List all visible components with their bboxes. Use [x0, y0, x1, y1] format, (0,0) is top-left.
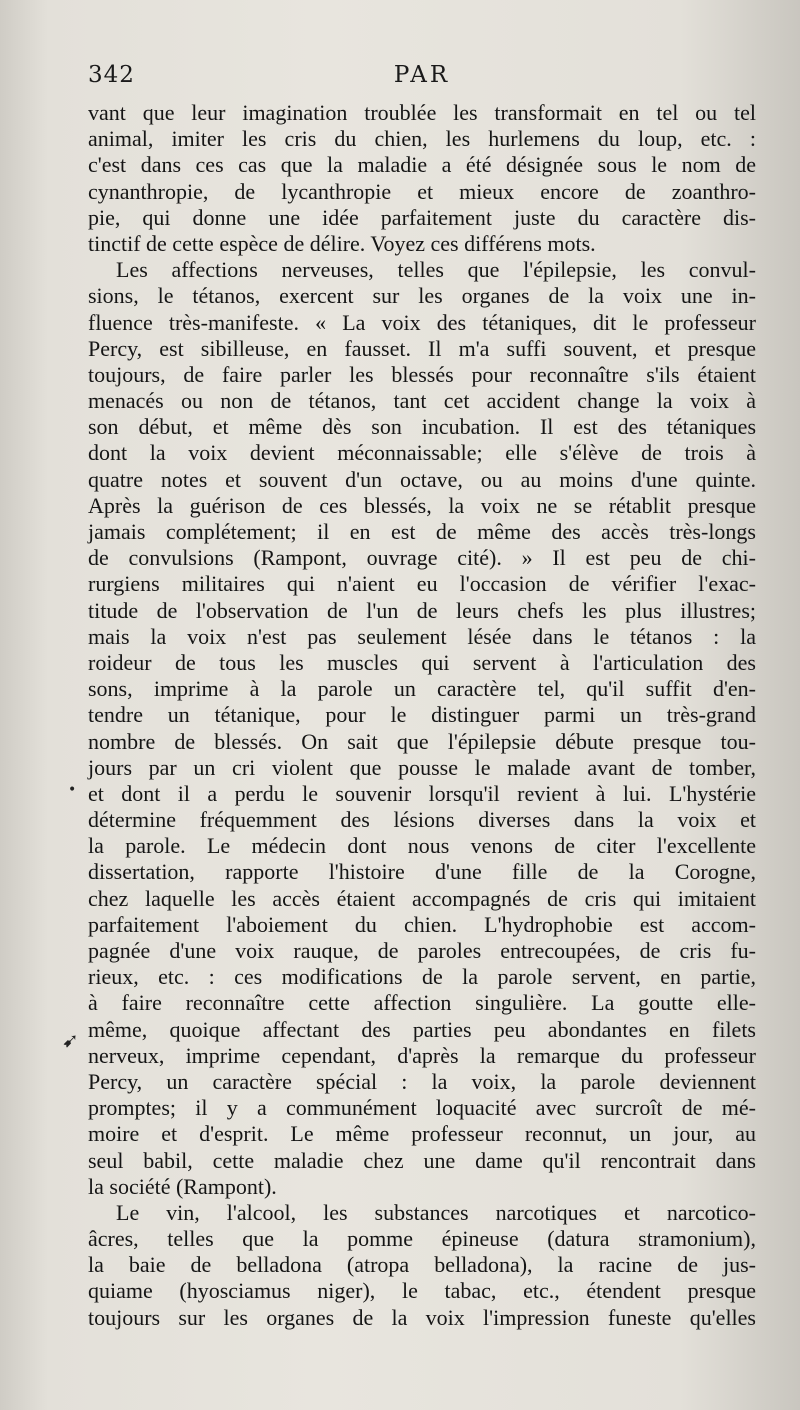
- page-header: [88, 62, 756, 94]
- text-line: de convulsions (Rampont, ouvrage cité). » Il est peu de chi-: [88, 545, 756, 571]
- text-line: rieux, etc. : ces modifications de la parole servent, en partie,: [88, 964, 756, 990]
- text-line: quatre notes et souvent d'un octave, ou au moins d'une quinte.: [88, 466, 756, 492]
- text-line: tinctif de cette espèce de délire. Voyez ces différens mots.: [88, 230, 596, 256]
- text-line: sons, imprime à la parole un caractère tel, qu'il suffit d'en-: [88, 676, 756, 702]
- running-head: PAR: [393, 62, 451, 88]
- text-line: dissertation, rapporte l'histoire d'une fille de la Corogne,: [88, 859, 756, 885]
- text-line: toujours sur les organes de la voix l'impression funeste qu'elles: [88, 1304, 756, 1330]
- text-line: roideur de tous les muscles qui servent à l'articulation des: [88, 649, 756, 675]
- text-line: mais la voix n'est pas seulement lésée dans le tétanos : la: [88, 623, 756, 649]
- text-line: détermine fréquemment des lésions diverses dans la voix et: [88, 807, 756, 833]
- text-line: la baie de belladona (atropa belladona), la racine de jus-: [88, 1252, 756, 1278]
- text-line: pie, qui donne une idée parfaitement juste du caractère dis-: [88, 204, 756, 230]
- text-line: même, quoique affectant des parties peu abondantes en filets: [88, 1016, 756, 1042]
- text-line: quiame (hyosciamus niger), le tabac, etc., étendent presque: [88, 1278, 756, 1304]
- text-line: Les affections nerveuses, telles que l'épilepsie, les convul-: [116, 257, 756, 283]
- text-line: la parole. Le médecin dont nous venons de citer l'excellente: [88, 833, 756, 859]
- text-line: titude de l'observation de l'un de leurs chefs les plus illustres;: [88, 597, 756, 623]
- text-line: Après la guérison de ces blessés, la voix ne se rétablit presque: [88, 492, 756, 518]
- text-line: Percy, un caractère spécial : la voix, la parole deviennent: [88, 1068, 756, 1094]
- text-line: pagnée d'une voix rauque, de paroles entrecoupées, de cris fu-: [88, 938, 756, 963]
- text-line: son début, et même dès son incubation. Il est des tétaniques: [88, 414, 756, 440]
- text-line: sions, le tétanos, exercent sur les organes de la voix une in-: [88, 283, 756, 309]
- margin-dot-icon: •: [68, 782, 77, 798]
- text-line: nerveux, imprime cependant, d'après la remarque du professeur: [88, 1042, 756, 1068]
- text-line: et dont il a perdu le souvenir lorsqu'il revient à lui. L'hystérie: [88, 780, 756, 806]
- text-line: c'est dans ces cas que la maladie a été désignée sous le nom de: [88, 152, 756, 178]
- text-line: toujours, de faire parler les blessés pour reconnaître s'ils étaient: [88, 361, 756, 387]
- text-line: fluence très-manifeste. « La voix des tétaniques, dit le professeur: [88, 309, 756, 335]
- text-line: promptes; il y a communément loquacité avec surcroît de mé-: [88, 1095, 756, 1121]
- margin-arrow-icon: ➹: [62, 1028, 79, 1052]
- text-line: cynanthropie, de lycanthropie et mieux encore de zoanthro-: [88, 178, 756, 204]
- text-line: jamais complétement; il en est de même des accès très-longs: [88, 519, 756, 544]
- text-line: moire et d'esprit. Le même professeur reconnut, un jour, au: [88, 1121, 756, 1147]
- text-line: âcres, telles que la pomme épineuse (datura stramonium),: [88, 1226, 756, 1252]
- text-line: nombre de blessés. On sait que l'épilepsie débute presque tou-: [88, 728, 756, 754]
- text-line: tendre un tétanique, pour le distinguer parmi un très-grand: [88, 702, 756, 728]
- page-number: 342: [88, 62, 135, 88]
- text-line: jours par un cri violent que pousse le malade avant de tomber,: [88, 754, 756, 780]
- text-line: seul babil, cette maladie chez une dame qu'il rencontrait dans: [88, 1147, 756, 1173]
- text-line: rurgiens militaires qui n'aient eu l'occasion de vérifier l'exac-: [88, 571, 756, 597]
- text-line: chez laquelle les accès étaient accompagnés de cris qui imitaient: [88, 885, 756, 911]
- text-line: animal, imiter les cris du chien, les hurlemens du loup, etc. :: [88, 126, 756, 152]
- text-line: Le vin, l'alcool, les substances narcotiques et narcotico-: [116, 1199, 756, 1225]
- text-line: menacés ou non de tétanos, tant cet accident change la voix à: [88, 388, 756, 414]
- text-line: Percy, est sibilleuse, en fausset. Il m'a suffi souvent, et presque: [88, 335, 756, 361]
- text-line: vant que leur imagination troublée les transformait en tel ou tel: [88, 100, 756, 125]
- text-line: parfaitement l'aboiement du chien. L'hydrophobie est accom-: [88, 911, 756, 937]
- text-line: la société (Rampont).: [88, 1173, 277, 1199]
- text-line: dont la voix devient méconnaissable; elle s'élève de trois à: [88, 440, 756, 466]
- body-text: [88, 100, 756, 1331]
- text-line: à faire reconnaître cette affection singulière. La goutte elle-: [88, 990, 756, 1016]
